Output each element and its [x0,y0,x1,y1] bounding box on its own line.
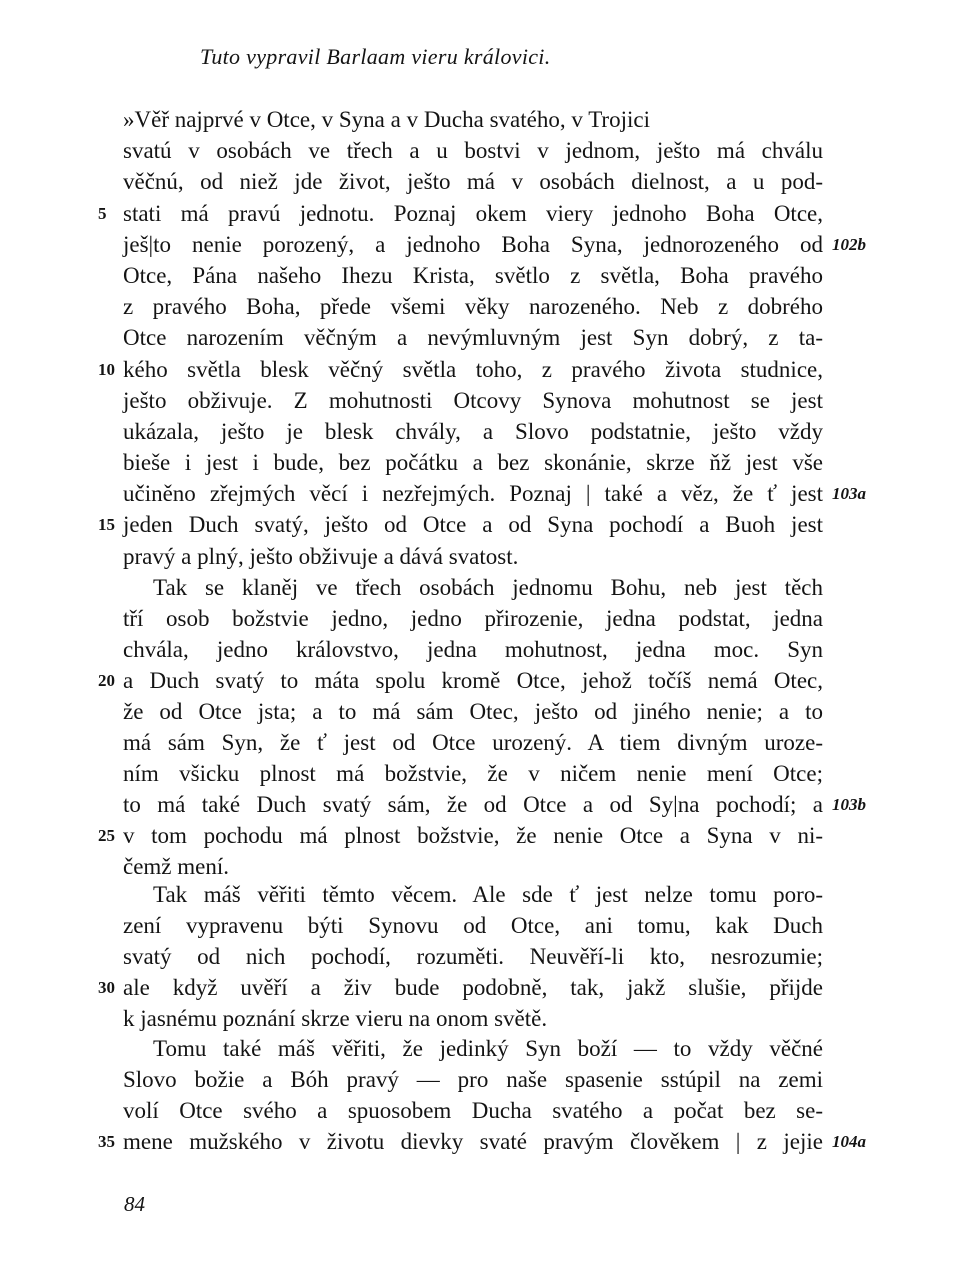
text-line-18: chvála, jedno královstvo, jedna mohutnost, jedna moc. Syn [123,637,823,662]
text-line-12: bieše i jest i bude, bez počátku a bez skonánie, skrze ňž jest vše [123,450,823,475]
text-line-22: ním všicku plnost má božstvie, že v ničem nenie mení Otce; [123,761,823,786]
line-number: 20 [98,671,115,690]
line-number: 15 [98,515,115,534]
page-number: 84 [124,1192,145,1216]
text-line-16: Tak se klaněj ve třech osobách jednomu Bohu, neb jest těch [153,575,823,600]
text-line-4: stati má pravú jednotu. Poznaj okem viery jednoho Boha Otce, [123,201,823,226]
text-line-29: ale když uvěří a živ bude podobně, tak, jakž slušie, přijde [123,975,823,1000]
line-number: 35 [98,1132,115,1151]
text-line-23: to má také Duch svatý sám, že od Otce a od Sy|na pochodí; a [123,792,823,817]
section-heading: Tuto vypravil Barlaam vieru královici. [200,44,551,69]
text-line-1: »Věř najprvé v Otce, v Syna a v Ducha svatého, v Trojici [123,107,650,132]
text-line-24: v tom pochodu má plnost božstvie, že nenie Otce a Syna v ni- [123,823,823,848]
line-number: 5 [98,204,107,223]
text-line-17: tří osob božstvie jedno, jedno přirozenie, jedna podstat, jedna [123,606,823,631]
margin-folio-ref: 103a [832,484,866,503]
text-line-27: zení vypravenu býti Synovu od Otce, ani tomu, kak Duch [123,913,823,938]
text-line-5: ješ|to nenie porozený, a jednoho Boha Syna, jednorozeného od [123,232,823,257]
text-line-32: Slovo božie a Bóh pravý — pro naše spasenie sstúpil na zemi [123,1067,823,1092]
text-line-25: čemž mení. [123,854,230,879]
text-line-11: ukázala, ješto je blesk chvály, a Slovo podstatnie, ješto vždy [123,419,823,444]
margin-folio-ref: 102b [832,235,866,254]
line-number: 10 [98,360,115,379]
margin-folio-ref: 104a [832,1132,866,1151]
text-line-10: ješto obživuje. Z mohutnosti Otcovy Synova mohutnost se jest [123,388,823,413]
text-line-34: mene mužského v životu dievky svaté pravým člověkem | z jejie [123,1129,823,1154]
text-line-19: a Duch svatý to máta spolu kromě Otce, jehož točíš nemá Otec, [123,668,823,693]
text-line-31: Tomu také máš věřiti, že jedinký Syn boží — to vždy věčné [153,1036,823,1061]
text-line-28: svatý od nich pochodí, rozuměti. Neuvěří-li kto, nesrozumie; [123,944,823,969]
text-line-33: volí Otce svého a spuosobem Ducha svatého a počat bez se- [123,1098,823,1123]
text-line-20: že od Otce jsta; a to má sám Otec, ješto od jiného nenie; a to [123,699,823,724]
line-number: 30 [98,978,115,997]
line-number: 25 [98,826,115,845]
text-line-8: Otce narozením věčným a nevýmluvným jest Syn dobrý, z ta- [123,325,823,350]
text-line-9: kého světla blesk věčný světla toho, z pravého života studnice, [123,357,823,382]
text-line-6: Otce, Pána našeho Ihezu Krista, světlo z světla, Boha pravého [123,263,823,288]
text-line-7: z pravého Boha, přede všemi věky narozeného. Neb z dobrého [123,294,823,319]
text-line-2: svatú v osobách ve třech a u bostvi v jednom, ješto má chválu [123,138,823,163]
text-line-14: jeden Duch svatý, ješto od Otce a od Syna pochodí a Buoh jest [123,512,823,537]
text-line-3: věčnú, od niež jde život, ješto má v osobách dielnost, a u pod- [123,169,823,194]
text-line-15: pravý a plný, ješto obživuje a dává svatost. [123,544,519,569]
margin-folio-ref: 103b [832,795,866,814]
text-line-21: má sám Syn, že ť jest od Otce urozený. A tiem divným uroze- [123,730,823,755]
text-line-13: učiněno zřejmých věcí i nezřejmých. Poznaj | také a věz, že ť jest [123,481,823,506]
text-line-26: Tak máš věřiti těmto věcem. Ale sde ť jest nelze tomu poro- [153,882,823,907]
text-line-30: k jasnému poznání skrze vieru na onom světě. [123,1006,548,1031]
